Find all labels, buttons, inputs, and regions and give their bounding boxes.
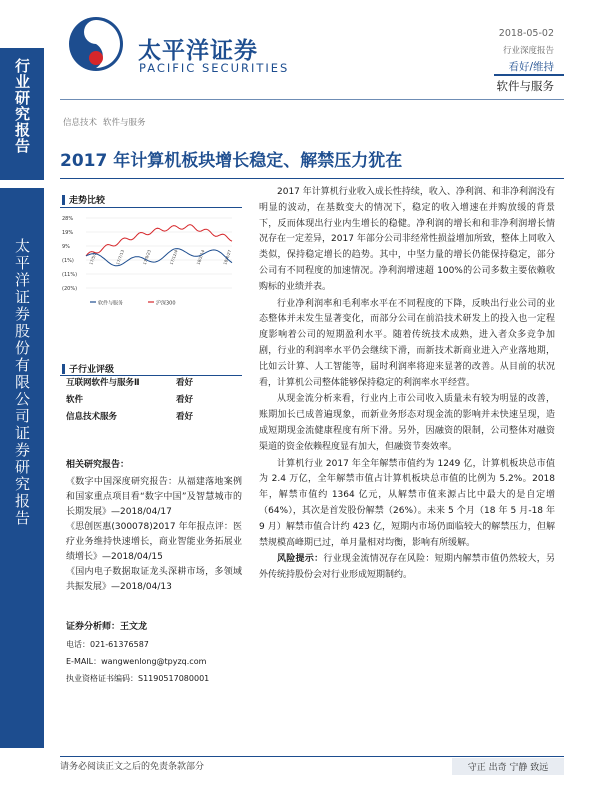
y-tick-label: 28% bbox=[62, 216, 74, 222]
report-type: 行业深度报告 bbox=[502, 46, 554, 56]
x-tick-label: 17/12/4 bbox=[168, 249, 179, 266]
related-report-link[interactable]: 《思创医惠(300078)2017 年年报点评：医疗业务维持快速增长，商业智能业务拓展业绩增长》—2018/04/15 bbox=[66, 522, 242, 562]
analyst-info bbox=[66, 619, 242, 687]
body-paragraph: 计算机行业 2017 年全年解禁市值约为 1249 亿，计算机板块总市值为 2.4 万亿，全年解禁市值占计算机板块总市值的比例为 5.2%。2018 年，解禁市值约 1364 亿元，从解禁市值来源占比中最大的是自定增（64%），其次是首发股份解禁（26%）。未来 5 个月（18 年 5 月-18 年 9 月）解禁市值合计约 423 亿，短期内市场仍面临较大的解禁压力，但解禁规模高峰期已过，单月量相对均衡，影响有所缓解。 bbox=[259, 458, 555, 548]
legend-label-series-1: 软件与服务 bbox=[98, 300, 124, 307]
y-tick-label: 19% bbox=[62, 230, 74, 236]
body-paragraph: 2017 年计算机行业收入成长性持续，收入、净利润、和非净利润没有明显的波动，在基数变大的情况下，稳定的收入增速在并购放缓的背景下，反而体现出行业内生增长的稳健。净利润的增长和和非净利润增长情况存在一定差异，2017 年部分公司非经常性损益增加所致，整体上同收入类似，保持稳定增长的趋势。其中，中坚力量的增长仍能保持稳定，部分公司有不同程度的加速情况。净利润增速超 100%的公司多数主要依赖收购标的业绩并表。 bbox=[259, 187, 555, 292]
brand-name-cn: 太平洋证券 bbox=[138, 38, 258, 64]
trend-heading-label: 走势比较 bbox=[69, 196, 106, 206]
report-date: 2018-05-02 bbox=[498, 28, 554, 39]
body-paragraph: 行业净利润率和毛利率水平在不同程度的下降，反映出行业公司的业态整体并未发生显著变化，而部分公司在前沿技术研发上的投入也一定程度影响着公司的短期盈利水平。随着传统技术成熟，进入者众多竞争加剧，行业的利润率水平仍会继续下滑，而新技术新商业进入产业落地期，比如云计算、人工智能等，届时利润率将迎来显著的改善。从目前的状况看，计算机公司整体能够保持稳定的利润率水平经营。 bbox=[259, 298, 555, 388]
analyst-license: 执业资格证书编码：S1190517080001 bbox=[66, 674, 210, 683]
top-divider bbox=[60, 99, 564, 100]
sub-industry-name: 软件 bbox=[66, 395, 84, 405]
section-marker-icon bbox=[62, 195, 65, 205]
y-tick-label: (1%) bbox=[62, 258, 74, 264]
related-reports bbox=[66, 458, 242, 595]
sub-rating-table bbox=[66, 378, 236, 429]
x-tick-label: 17/7/13 bbox=[115, 249, 126, 266]
x-tick-label: 17/9/23 bbox=[141, 249, 152, 266]
sector-name: 软件与服务 bbox=[496, 79, 554, 93]
sub-industry-name: 互联网软件与服务Ⅱ bbox=[66, 378, 140, 388]
header-divider bbox=[494, 74, 564, 76]
legend-label-series-2: 沪深300 bbox=[156, 300, 176, 307]
sub-rating-heading-label: 子行业评级 bbox=[69, 365, 115, 375]
sub-industry-rating: 看好 bbox=[176, 395, 194, 405]
table-row bbox=[66, 378, 236, 389]
category-level-1: 信息技术 bbox=[63, 118, 98, 128]
category-level-2: 软件与服务 bbox=[103, 118, 146, 128]
related-reports-heading: 相关研究报告： bbox=[66, 460, 130, 470]
body-paragraph: 从现金流分析来看，行业内上市公司收入质量未有较为明显的改善，账期加长已成普遍现象，而新业务形态对现金流的影响并未快速呈现，造成短期现金流健康程度有所下滑。另外，因融资的限制，公司整体对融资渠道的资金依赖程度显有加大，但融资节奏效率。 bbox=[259, 394, 555, 452]
series-line-csi300 bbox=[86, 225, 232, 256]
risk-warning bbox=[259, 552, 555, 584]
related-report-link[interactable]: 《数字中国深度研究报告：从福建落地案例和国家重点项目看“数字中国”及智慧城市的长期发展》—2018/04/17 bbox=[66, 477, 242, 517]
x-tick-label: 18/2/14 bbox=[195, 249, 206, 266]
sub-industry-rating: 看好 bbox=[176, 412, 194, 422]
sidebar bbox=[0, 0, 44, 792]
industry-rating: 看好/维持 bbox=[508, 61, 554, 73]
sub-industry-name: 信息技术服务 bbox=[66, 412, 118, 422]
sub-industry-rating: 看好 bbox=[176, 378, 194, 388]
x-tick-label: 17/5/2 bbox=[88, 251, 98, 266]
pacific-securities-logo-icon bbox=[66, 14, 126, 74]
sub-rating-section-rule bbox=[60, 375, 242, 376]
analyst-name: 证券分析师：王文龙 bbox=[66, 622, 148, 632]
sub-rating-section-heading bbox=[62, 362, 114, 375]
y-tick-label: (20%) bbox=[62, 286, 78, 292]
title-divider bbox=[60, 178, 564, 179]
table-row bbox=[66, 412, 236, 423]
company-vertical-label: 太平洋证券股份有限公司证券研究报告 bbox=[13, 238, 31, 527]
footer-disclaimer: 请务必阅读正文之后的免责条款部分 bbox=[60, 762, 205, 772]
trend-section-heading bbox=[62, 193, 105, 206]
risk-label: 风险提示： bbox=[277, 554, 324, 565]
trend-chart bbox=[60, 210, 240, 308]
x-tick-label: 18/4/27 bbox=[222, 249, 233, 266]
brand-name-en: PACIFIC SECURITIES bbox=[139, 61, 290, 75]
y-tick-label: 9% bbox=[62, 244, 70, 250]
analyst-phone: 电话：021-61376587 bbox=[66, 640, 149, 649]
report-body bbox=[259, 185, 555, 585]
footer-divider bbox=[60, 756, 564, 757]
related-report-link[interactable]: 《国内电子数据取证龙头深耕市场，多领域共振发展》—2018/04/13 bbox=[66, 567, 242, 592]
report-category-vertical-label: 行业研究报告 bbox=[13, 58, 31, 154]
table-row bbox=[66, 395, 236, 406]
series-line-software-services bbox=[86, 249, 232, 266]
trend-section-rule bbox=[60, 207, 242, 208]
footer-motto: 守正 出奇 宁静 致远 bbox=[452, 758, 564, 775]
analyst-email[interactable]: E-MAIL：wangwenlong@tpyzq.com bbox=[66, 657, 207, 666]
breadcrumb bbox=[63, 116, 146, 128]
y-tick-label: (11%) bbox=[62, 272, 78, 278]
report-title: 2017 年计算机板块增长稳定、解禁压力犹在 bbox=[60, 151, 403, 171]
risk-text: 行业现金流情况存在风险：短期内解禁市值仍然较大，另外传统持股份会对行业形成短期制约。 bbox=[259, 554, 555, 581]
section-marker-icon bbox=[62, 364, 65, 374]
trend-chart-svg bbox=[60, 210, 240, 308]
